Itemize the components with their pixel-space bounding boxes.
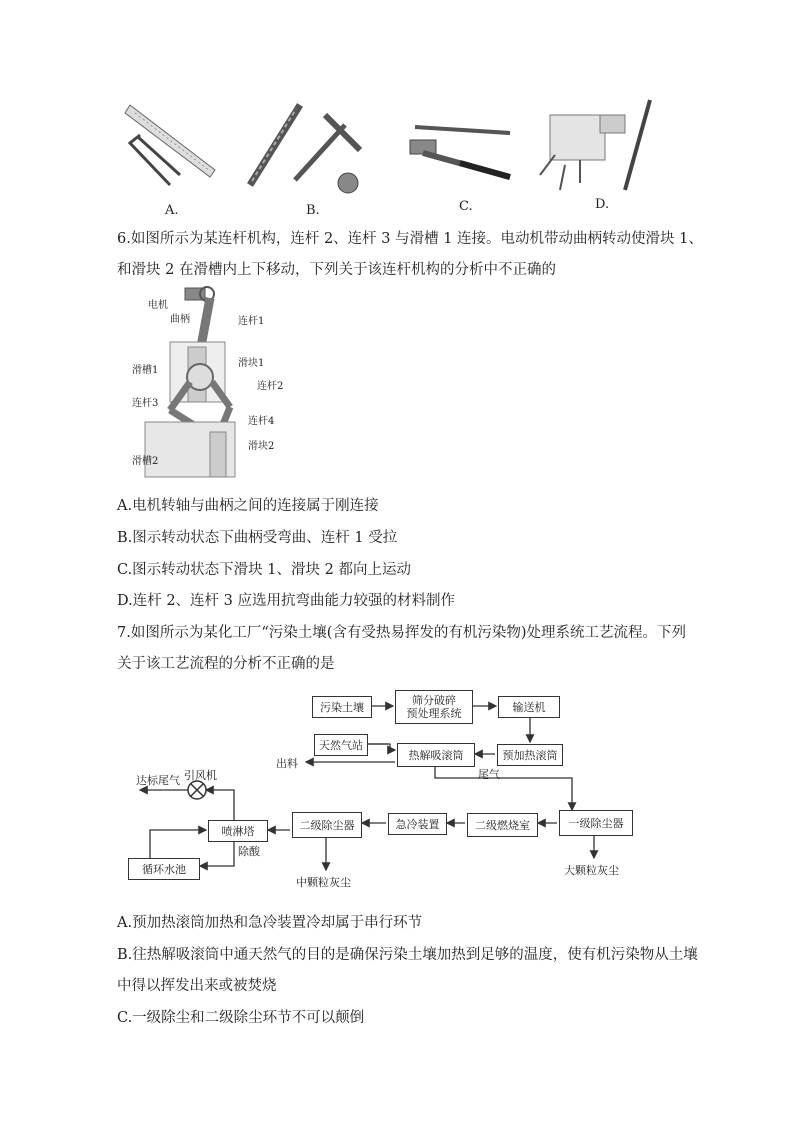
label-tail-gas: 尾气 [478, 768, 500, 781]
q6-option-d: D.连杆 2、连杆 3 应选用抗弯曲能力较强的材料制作 [117, 593, 455, 609]
tongs-and-ruler-icon [125, 105, 215, 185]
option-label-c: C. [459, 199, 473, 214]
q7-stem-line1: 7.如图所示为某化工厂“污染土壤(含有受热易挥发的有机污染物)处理系统工艺流程。下列 [117, 625, 687, 641]
box-circulating-water-pool: 循环水池 [128, 858, 200, 880]
box-secondary-combustion-chamber: 二级燃烧室 [467, 813, 538, 837]
option-label-a: A. [165, 203, 179, 218]
bench-vise-and-file-icon [540, 100, 650, 190]
q6-stem-line2: 和滑块 2 在滑槽内上下移动，下列关于该连杆机构的分析中不正确的 [117, 262, 556, 278]
flow-connectors [120, 680, 660, 890]
label-induced-fan: 引风机 [184, 769, 217, 782]
label-medium-dust: 中颗粒灰尘 [296, 876, 351, 889]
q7-option-b-cont: 中得以挥发出来或被焚烧 [117, 978, 277, 994]
label-link1: 连杆1 [238, 316, 265, 327]
box-primary-dust-collector: 一级除尘器 [559, 810, 633, 836]
label-link3: 连杆3 [132, 398, 159, 409]
linkage-mechanism-figure [130, 282, 300, 487]
box-contaminated-soil: 污染土壤 [312, 696, 372, 718]
q6-option-a: A.电机转轴与曲柄之间的连接属于刚连接 [117, 498, 379, 514]
label-slot2: 滑槽2 [132, 456, 159, 467]
box-preheating-drum: 预加热滚筒 [497, 744, 563, 766]
drill-bit-and-chuck-key-icon [250, 105, 360, 193]
box-spray-tower: 喷淋塔 [208, 820, 268, 842]
option-label-b: B. [306, 203, 320, 218]
label-output: 出料 [276, 757, 298, 770]
box-screening-preprocessing [395, 690, 473, 724]
option-label-d: D. [595, 197, 610, 212]
q7-option-c: C.一级除尘和二级除尘环节不可以颠倒 [117, 1010, 365, 1026]
box-natural-gas-station: 天然气站 [314, 734, 368, 756]
label-acid-removal: 除酸 [238, 845, 260, 858]
q6-option-c: C.图示转动状态下滑块 1、滑块 2 都向上运动 [117, 562, 411, 578]
q7-option-a: A.预加热滚筒加热和急冷装置冷却属于串行环节 [117, 915, 423, 931]
label-compliant-exhaust: 达标尾气 [136, 774, 180, 787]
box-quench-device: 急冷装置 [388, 813, 447, 835]
q7-option-b: B.往热解吸滚筒中通天然气的目的是确保污染土壤加热到足够的温度，使有机污染物从土壤 [117, 947, 698, 963]
pre-line1: 筛分破碎 [412, 694, 456, 707]
label-link2: 连杆2 [257, 381, 284, 392]
q6-option-b: B.图示转动状态下曲柄受弯曲、连杆 1 受拉 [117, 530, 398, 546]
q6-stem-line1: 6.如图所示为某连杆机构，连杆 2、连杆 3 与滑槽 1 连接。电动机带动曲柄转动使滑块 1、 [117, 231, 703, 247]
q7-stem-line2: 关于该工艺流程的分析不正确的是 [117, 656, 335, 672]
label-link4: 连杆4 [248, 416, 275, 427]
box-thermal-desorption-drum: 热解吸滚筒 [397, 743, 475, 767]
box-conveyor: 输送机 [498, 696, 560, 718]
box-secondary-dust-collector: 二级除尘器 [292, 812, 362, 838]
fan-symbol-icon [188, 781, 206, 799]
tool-images-row [110, 95, 690, 225]
label-slider1: 滑块1 [238, 358, 265, 369]
process-flow-diagram [120, 680, 660, 890]
label-crank: 曲柄 [170, 314, 190, 325]
file-and-hammer-icon [410, 127, 510, 177]
label-slider2: 滑块2 [248, 441, 275, 452]
label-large-dust: 大颗粒灰尘 [564, 864, 619, 877]
pre-line2: 预处理系统 [406, 707, 462, 720]
label-motor: 电机 [148, 300, 168, 311]
label-slot1: 滑槽1 [132, 365, 159, 376]
